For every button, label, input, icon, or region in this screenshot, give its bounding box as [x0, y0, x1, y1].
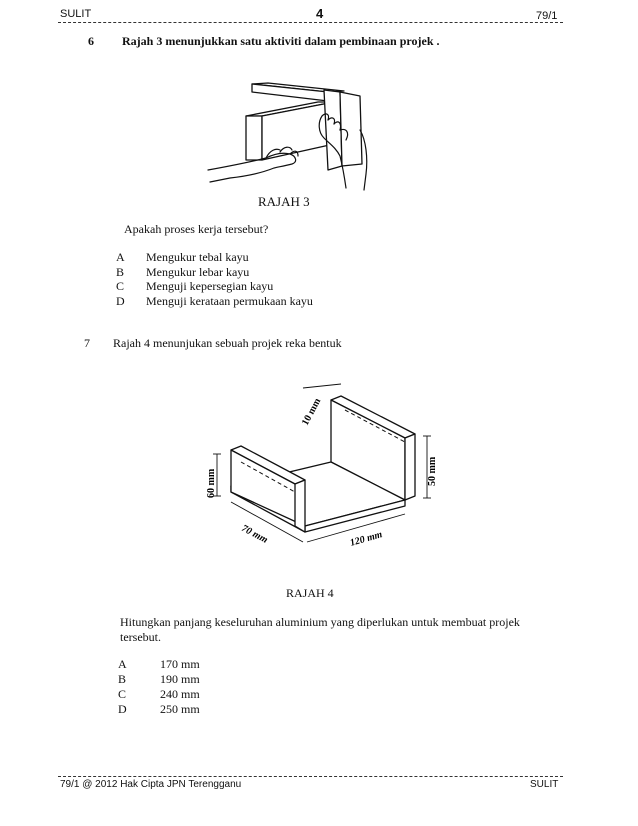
q7-stem: Rajah 4 menunjukan sebuah projek reka bentuk	[113, 336, 342, 350]
q7-option-a-letter: A	[118, 657, 127, 671]
dim-left-height-label: 60 mm	[206, 468, 217, 498]
q6-option-c-text: Menguji kepersegian kayu	[146, 279, 274, 293]
q6-option-a-text: Mengukur tebal kayu	[146, 250, 249, 264]
q6-question: Apakah proses kerja tersebut?	[124, 222, 269, 236]
q7-option-b-text: 190 mm	[160, 672, 200, 686]
rajah-4-caption: RAJAH 4	[286, 586, 334, 600]
q7-option-b-letter: B	[118, 672, 127, 686]
q6-option-a-letter: A	[116, 250, 125, 264]
q7-option-a-text: 170 mm	[160, 657, 200, 671]
q6-option-d-letter: D	[116, 293, 125, 308]
q7-number: 7	[84, 336, 90, 350]
rajah-4-figure	[195, 370, 455, 570]
q6-option-b[interactable]	[116, 265, 376, 279]
q6-option-b-text: Mengukur lebar kayu	[146, 264, 250, 279]
q7-option-list	[118, 657, 318, 717]
header-right: 79/1	[536, 10, 558, 22]
q6-option-list	[116, 250, 376, 310]
q7-option-c[interactable]	[118, 687, 318, 701]
q7-option-d[interactable]	[118, 702, 318, 716]
q7-option-d-letter: D	[118, 702, 127, 716]
q7-option-d-text: 250 mm	[160, 702, 200, 716]
q6-option-a[interactable]	[116, 250, 376, 264]
q6-option-d[interactable]	[116, 294, 376, 308]
q7-option-b[interactable]	[118, 672, 318, 686]
footer-right: SULIT	[530, 779, 559, 790]
q6-option-c-letter: C	[116, 279, 125, 293]
footer-left: 79/1 @ 2012 Hak Cipta JPN Terengganu	[60, 779, 242, 790]
q6-option-b-letter: B	[116, 264, 125, 279]
q7-option-c-text: 240 mm	[160, 687, 200, 701]
q6-stem: Rajah 3 menunjukkan satu aktiviti dalam pembinaan projek .	[122, 34, 440, 48]
header-rule	[58, 22, 563, 23]
header-left: SULIT	[60, 8, 92, 20]
footer-rule	[58, 776, 563, 777]
q7-option-a[interactable]	[118, 657, 318, 671]
dim-depth-label: 10 mm	[299, 396, 324, 428]
q6-number: 6	[88, 34, 94, 48]
q7-question-line-2: tersebut.	[120, 630, 161, 644]
rajah-3-figure	[200, 70, 380, 198]
q6-option-d-text: Menguji kerataan permukaan kayu	[146, 293, 313, 308]
dim-base-label: 120 mm	[348, 529, 384, 549]
rajah-3-caption: RAJAH 3	[258, 194, 310, 209]
q6-option-c[interactable]	[116, 279, 376, 293]
dim-front-label: 70 mm	[239, 522, 270, 546]
q7-question-line-1: Hitungkan panjang keseluruhan aluminium yang diperlukan untuk membuat projek	[120, 615, 520, 629]
page-number: 4	[316, 6, 324, 21]
q7-option-c-letter: C	[118, 687, 127, 701]
dim-right-height-label: 50 mm	[427, 456, 438, 486]
